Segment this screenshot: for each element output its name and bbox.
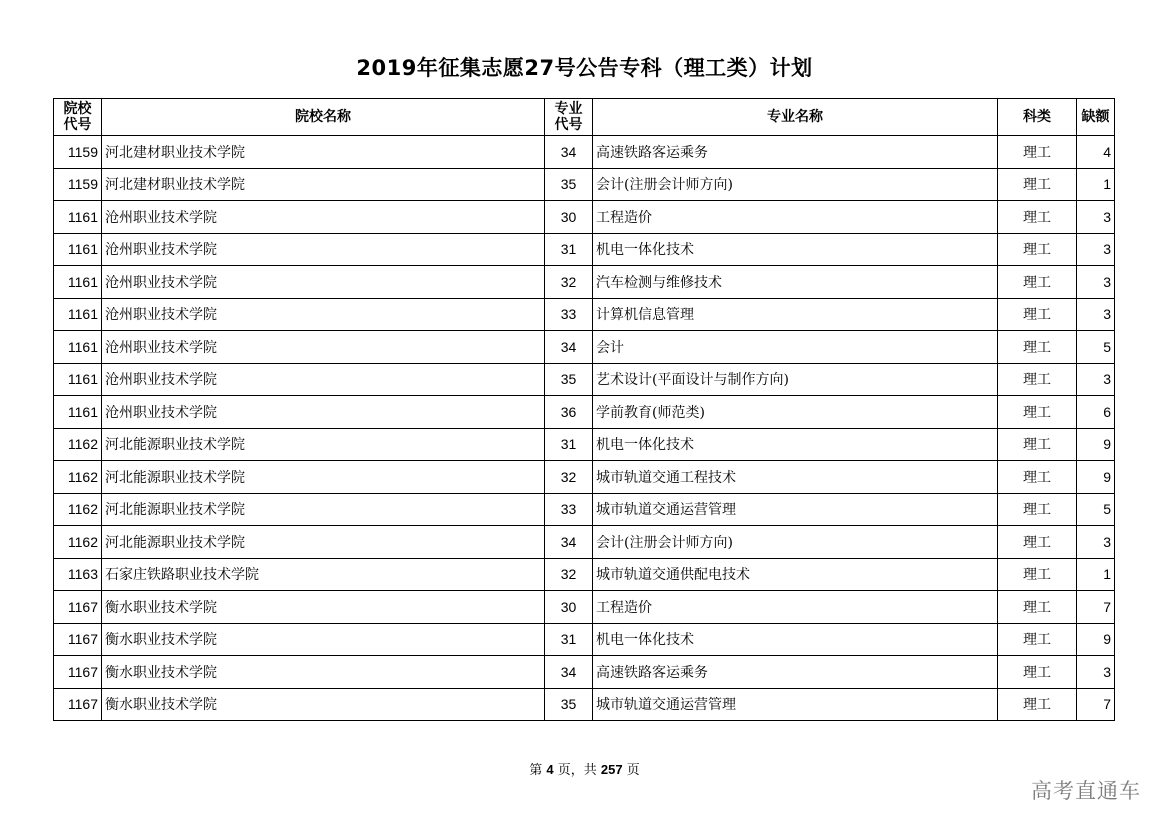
cell-major-code: 30 [545,591,593,624]
cell-major-name: 城市轨道交通运营管理 [593,688,998,721]
table-row [54,363,1115,396]
cell-vacancy: 6 [1077,396,1115,429]
table-body [54,136,1115,721]
cell-vacancy: 7 [1077,688,1115,721]
cell-school-code: 1167 [54,688,102,721]
cell-major-name: 会计(注册会计师方向) [593,168,998,201]
cell-school-code: 1161 [54,201,102,234]
cell-vacancy: 3 [1077,233,1115,266]
cell-category: 理工 [998,526,1077,559]
cell-major-name: 工程造价 [593,201,998,234]
cell-major-name: 机电一体化技术 [593,623,998,656]
cell-category: 理工 [998,688,1077,721]
cell-major-name: 艺术设计(平面设计与制作方向) [593,363,998,396]
cell-major-name: 工程造价 [593,591,998,624]
cell-school-code: 1161 [54,298,102,331]
table-row [54,688,1115,721]
cell-major-code: 35 [545,363,593,396]
cell-major-code: 32 [545,266,593,299]
table-row [54,266,1115,299]
cell-major-code: 30 [545,201,593,234]
cell-school-name: 沧州职业技术学院 [102,331,545,364]
cell-vacancy: 3 [1077,266,1115,299]
table-row [54,233,1115,266]
cell-category: 理工 [998,493,1077,526]
table-row [54,168,1115,201]
cell-vacancy: 9 [1077,623,1115,656]
cell-school-name: 沧州职业技术学院 [102,396,545,429]
cell-school-code: 1167 [54,591,102,624]
cell-category: 理工 [998,233,1077,266]
cell-major-code: 31 [545,233,593,266]
cell-major-name: 会计 [593,331,998,364]
cell-vacancy: 3 [1077,298,1115,331]
cell-category: 理工 [998,298,1077,331]
table-row [54,396,1115,429]
cell-category: 理工 [998,656,1077,689]
cell-category: 理工 [998,168,1077,201]
header-major-code: 专业 代号 [545,99,593,136]
cell-category: 理工 [998,428,1077,461]
cell-major-name: 计算机信息管理 [593,298,998,331]
cell-category: 理工 [998,331,1077,364]
table-row [54,331,1115,364]
cell-major-code: 35 [545,688,593,721]
cell-school-name: 衡水职业技术学院 [102,656,545,689]
cell-major-code: 33 [545,493,593,526]
cell-school-code: 1162 [54,428,102,461]
cell-category: 理工 [998,623,1077,656]
cell-major-name: 机电一体化技术 [593,233,998,266]
cell-school-code: 1161 [54,266,102,299]
cell-major-code: 34 [545,331,593,364]
header-major-name: 专业名称 [593,99,998,136]
cell-school-code: 1159 [54,136,102,169]
cell-major-name: 学前教育(师范类) [593,396,998,429]
table-row [54,558,1115,591]
cell-major-name: 机电一体化技术 [593,428,998,461]
cell-school-code: 1162 [54,493,102,526]
cell-school-name: 沧州职业技术学院 [102,266,545,299]
cell-major-code: 35 [545,168,593,201]
cell-major-name: 高速铁路客运乘务 [593,136,998,169]
cell-category: 理工 [998,461,1077,494]
cell-school-code: 1161 [54,396,102,429]
cell-school-code: 1167 [54,623,102,656]
cell-school-name: 衡水职业技术学院 [102,623,545,656]
cell-major-name: 城市轨道交通供配电技术 [593,558,998,591]
table-row [54,461,1115,494]
current-page-number: 4 [546,762,554,777]
table-row [54,136,1115,169]
cell-major-code: 31 [545,623,593,656]
cell-school-code: 1161 [54,331,102,364]
cell-major-code: 31 [545,428,593,461]
cell-major-name: 城市轨道交通运营管理 [593,493,998,526]
cell-major-code: 36 [545,396,593,429]
cell-major-code: 34 [545,136,593,169]
cell-school-code: 1161 [54,363,102,396]
cell-major-code: 33 [545,298,593,331]
table-row [54,298,1115,331]
cell-school-name: 沧州职业技术学院 [102,298,545,331]
page-footer: 第 4 页，共 257 页 [529,762,640,778]
table-row [54,201,1115,234]
cell-vacancy: 3 [1077,526,1115,559]
cell-category: 理工 [998,201,1077,234]
cell-major-name: 高速铁路客运乘务 [593,656,998,689]
cell-vacancy: 5 [1077,493,1115,526]
cell-school-name: 河北建材职业技术学院 [102,168,545,201]
cell-school-name: 沧州职业技术学院 [102,233,545,266]
cell-vacancy: 5 [1077,331,1115,364]
table-row [54,656,1115,689]
cell-vacancy: 7 [1077,591,1115,624]
page-title: 2019年征集志愿27号公告专科（理工类）计划 [356,56,813,80]
enrollment-plan-table [53,98,1115,721]
cell-major-code: 32 [545,558,593,591]
cell-school-name: 河北建材职业技术学院 [102,136,545,169]
cell-school-name: 河北能源职业技术学院 [102,526,545,559]
cell-major-code: 32 [545,461,593,494]
cell-vacancy: 9 [1077,428,1115,461]
header-vacancy: 缺额 [1077,99,1115,136]
cell-major-name: 城市轨道交通工程技术 [593,461,998,494]
cell-category: 理工 [998,136,1077,169]
cell-school-name: 河北能源职业技术学院 [102,493,545,526]
table-row [54,493,1115,526]
cell-category: 理工 [998,266,1077,299]
cell-major-name: 汽车检测与维修技术 [593,266,998,299]
cell-school-code: 1162 [54,461,102,494]
cell-category: 理工 [998,591,1077,624]
cell-vacancy: 9 [1077,461,1115,494]
header-school-code: 院校 代号 [54,99,102,136]
cell-school-name: 沧州职业技术学院 [102,363,545,396]
cell-vacancy: 3 [1077,201,1115,234]
cell-major-code: 34 [545,656,593,689]
cell-school-code: 1159 [54,168,102,201]
header-school-name: 院校名称 [102,99,545,136]
cell-school-name: 河北能源职业技术学院 [102,428,545,461]
cell-major-code: 34 [545,526,593,559]
cell-vacancy: 4 [1077,136,1115,169]
table-row [54,526,1115,559]
cell-school-code: 1163 [54,558,102,591]
cell-category: 理工 [998,558,1077,591]
cell-school-name: 沧州职业技术学院 [102,201,545,234]
table-row [54,428,1115,461]
header-category: 科类 [998,99,1077,136]
cell-school-name: 石家庄铁路职业技术学院 [102,558,545,591]
total-page-number: 257 [600,762,623,777]
cell-school-name: 衡水职业技术学院 [102,591,545,624]
watermark: 高考直通车 [1031,779,1141,803]
cell-vacancy: 3 [1077,363,1115,396]
cell-school-code: 1167 [54,656,102,689]
cell-school-name: 衡水职业技术学院 [102,688,545,721]
table-row [54,591,1115,624]
cell-category: 理工 [998,363,1077,396]
cell-school-code: 1161 [54,233,102,266]
cell-vacancy: 1 [1077,168,1115,201]
table-row [54,623,1115,656]
cell-vacancy: 3 [1077,656,1115,689]
cell-vacancy: 1 [1077,558,1115,591]
table-header-row [54,99,1115,136]
cell-category: 理工 [998,396,1077,429]
cell-school-name: 河北能源职业技术学院 [102,461,545,494]
cell-school-code: 1162 [54,526,102,559]
cell-major-name: 会计(注册会计师方向) [593,526,998,559]
